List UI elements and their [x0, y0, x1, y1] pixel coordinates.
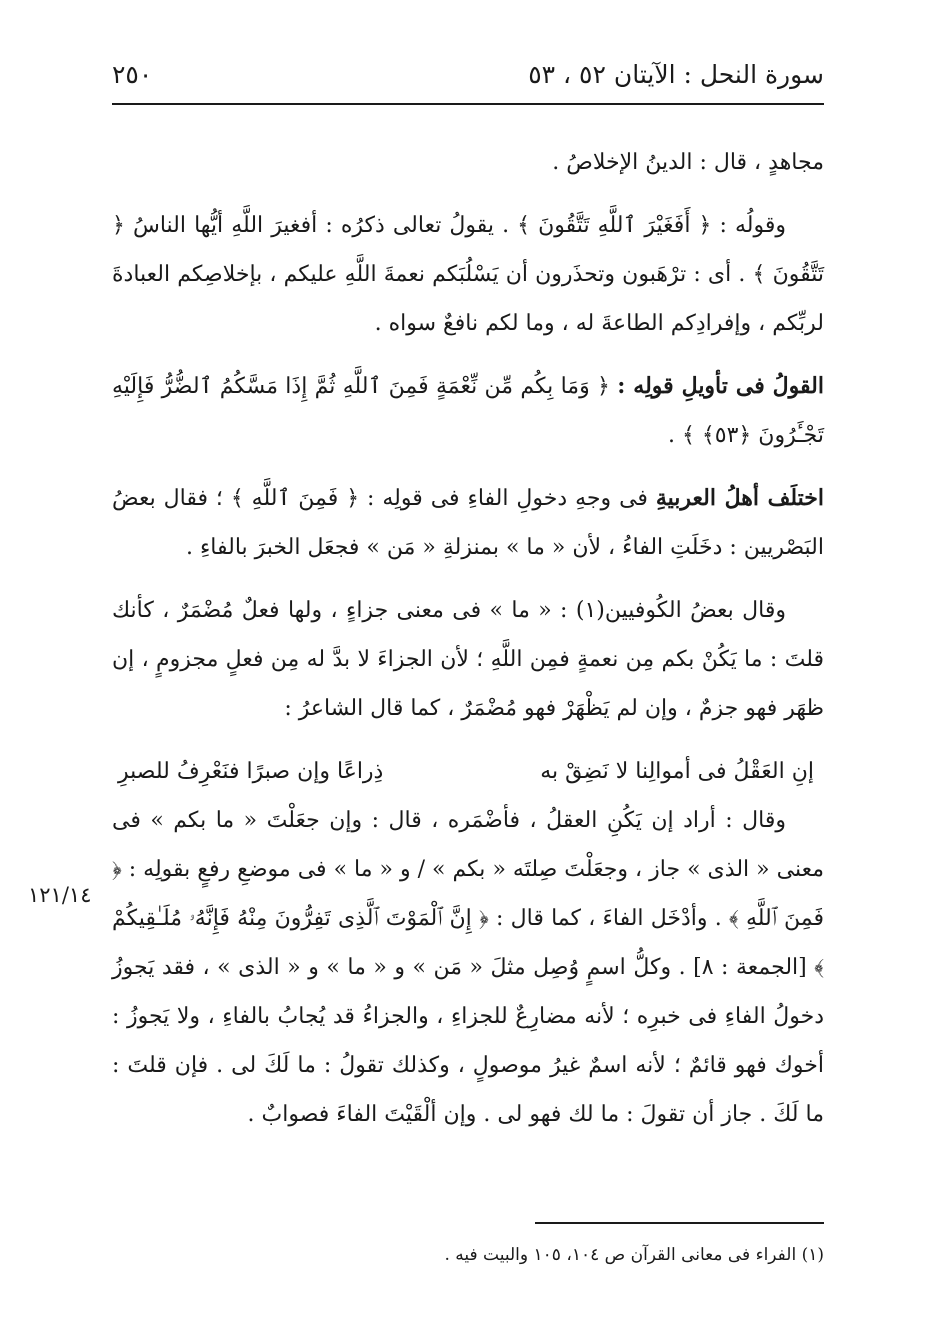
- page-number: ٢٥٠: [112, 59, 153, 89]
- paragraph: [112, 474, 824, 572]
- poetry-verse: [112, 747, 824, 796]
- paragraph: مجاهدٍ ، قال : الدينُ الإخلاصُ .: [552, 150, 824, 175]
- header-rule: [112, 103, 824, 105]
- verse-second-hemistich: ذِراعًا وإن صبرًا فنَعْرِفُ للصبرِ: [118, 759, 384, 784]
- footnote: (١) الفراء فى معانى القرآن ص ١٠٤، ١٠٥ والبيت فيه .: [444, 1245, 824, 1265]
- paragraph-text: ﴿ وَمَا بِكُم مِّن نِّعْمَةٍ فَمِنَ ٱللَّهِ ثُمَّ إِذَا مَسَّكُمُ ٱلضُّرُّ فَإِلَيْهِ تَجْـَٔرُونَ ﴿٥٣﴾ ﴾ .: [112, 374, 824, 448]
- verse-first-hemistich: إنِ العَقْلُ فى أموالِنا لا نَضِقْ به: [540, 759, 814, 784]
- section-heading: القولُ فى تأويلِ قولِه :: [617, 373, 824, 399]
- paragraph: وقال : أراد إن يَكُنِ العقلُ ، فأضْمَره ، قال : وإن جعَلْتَ « ما بكم » فى معنى « الذى » جاز ، وجعَلْتَ صِلتَه « بكم » / و « ما » فى موضعِ رفعٍ بقولِه : ﴿ فَمِنَ ٱللَّهِ ﴾ . وأدْخَل الفاءَ ، كما قال : ﴿ إِنَّ ٱلْمَوْتَ ٱلَّذِى تَفِرُّونَ مِنْهُ فَإِنَّهُۥ مُلَـٰقِيكُمْ ﴾ [الجمعة : ٨] . وكلُّ اسمٍ وُصِل مثلَ « مَن » و « ما » و « الذى » ، فقد يَجوزُ دخولُ الفاءِ فى خبرِه ؛ لأنه مضارِعٌ للجزاءِ ، والجزاءُ قد يُجابُ بالفاءِ ، ولا يَجوزُ : أخوك فهو قائمٌ ؛ لأنه اسمٌ غيرُ موصولٍ ، وكذلك تقولُ : ما لَكَ لى . فإن قلتَ : ما لَكَ . جاز أن تقولَ : ما لك فهو لى . وإن ألْقَيْتَ الفاءَ فصوابٌ .: [112, 808, 824, 1127]
- main-text: [112, 138, 824, 1153]
- margin-reference: ١٢١/١٤: [28, 883, 92, 907]
- footnote-rule: [535, 1222, 824, 1224]
- running-header: [112, 52, 824, 96]
- paragraph: [112, 362, 824, 460]
- paragraph: وقولُه : ﴿ أَفَغَيْرَ ٱللَّهِ تَتَّقُونَ ﴾ . يقولُ تعالى ذكرُه : أفغيرَ اللَّهِ أيُّها الناسُ ﴿ تَتَّقُونَ ﴾ . أى : ترْهَبون وتحذَرون أن يَسْلُبَكم نعمةَ اللَّهِ عليكم ، بإخلاصِكم العبادةَ لربِّكم ، وإفرادِكم الطاعةَ له ، وما لكم نافعٌ سواه .: [112, 213, 824, 336]
- running-title: سورة النحل : الآيتان ٥٢ ، ٥٣: [528, 59, 824, 89]
- paragraph-lead: اختلَف أهلُ العربيةِ: [655, 485, 824, 511]
- paragraph: وقال بعضُ الكُوفيين(١) : « ما » فى معنى جزاءٍ ، ولها فعلٌ مُضْمَرٌ ، كأنك قلتَ : ما يَكُنْ بكم مِن نعمةٍ فمِن اللَّهِ ؛ لأن الجزاءَ لا بدَّ له مِن فعلٍ مجزومٍ ، إن ظهَر فهو جزمٌ ، وإن لم يَظْهَرْ فهو مُضْمَرٌ ، كما قال الشاعرُ :: [112, 598, 824, 721]
- paragraph-text: فى وجهِ دخولِ الفاءِ فى قولِه : ﴿ فَمِنَ ٱللَّهِ ﴾ ؛ فقال بعضُ البَصْريين : دخَلَتِ الفاءُ ، لأن « ما » بمنزلةِ « مَن » فجعَل الخبرَ بالفاءِ .: [112, 486, 824, 560]
